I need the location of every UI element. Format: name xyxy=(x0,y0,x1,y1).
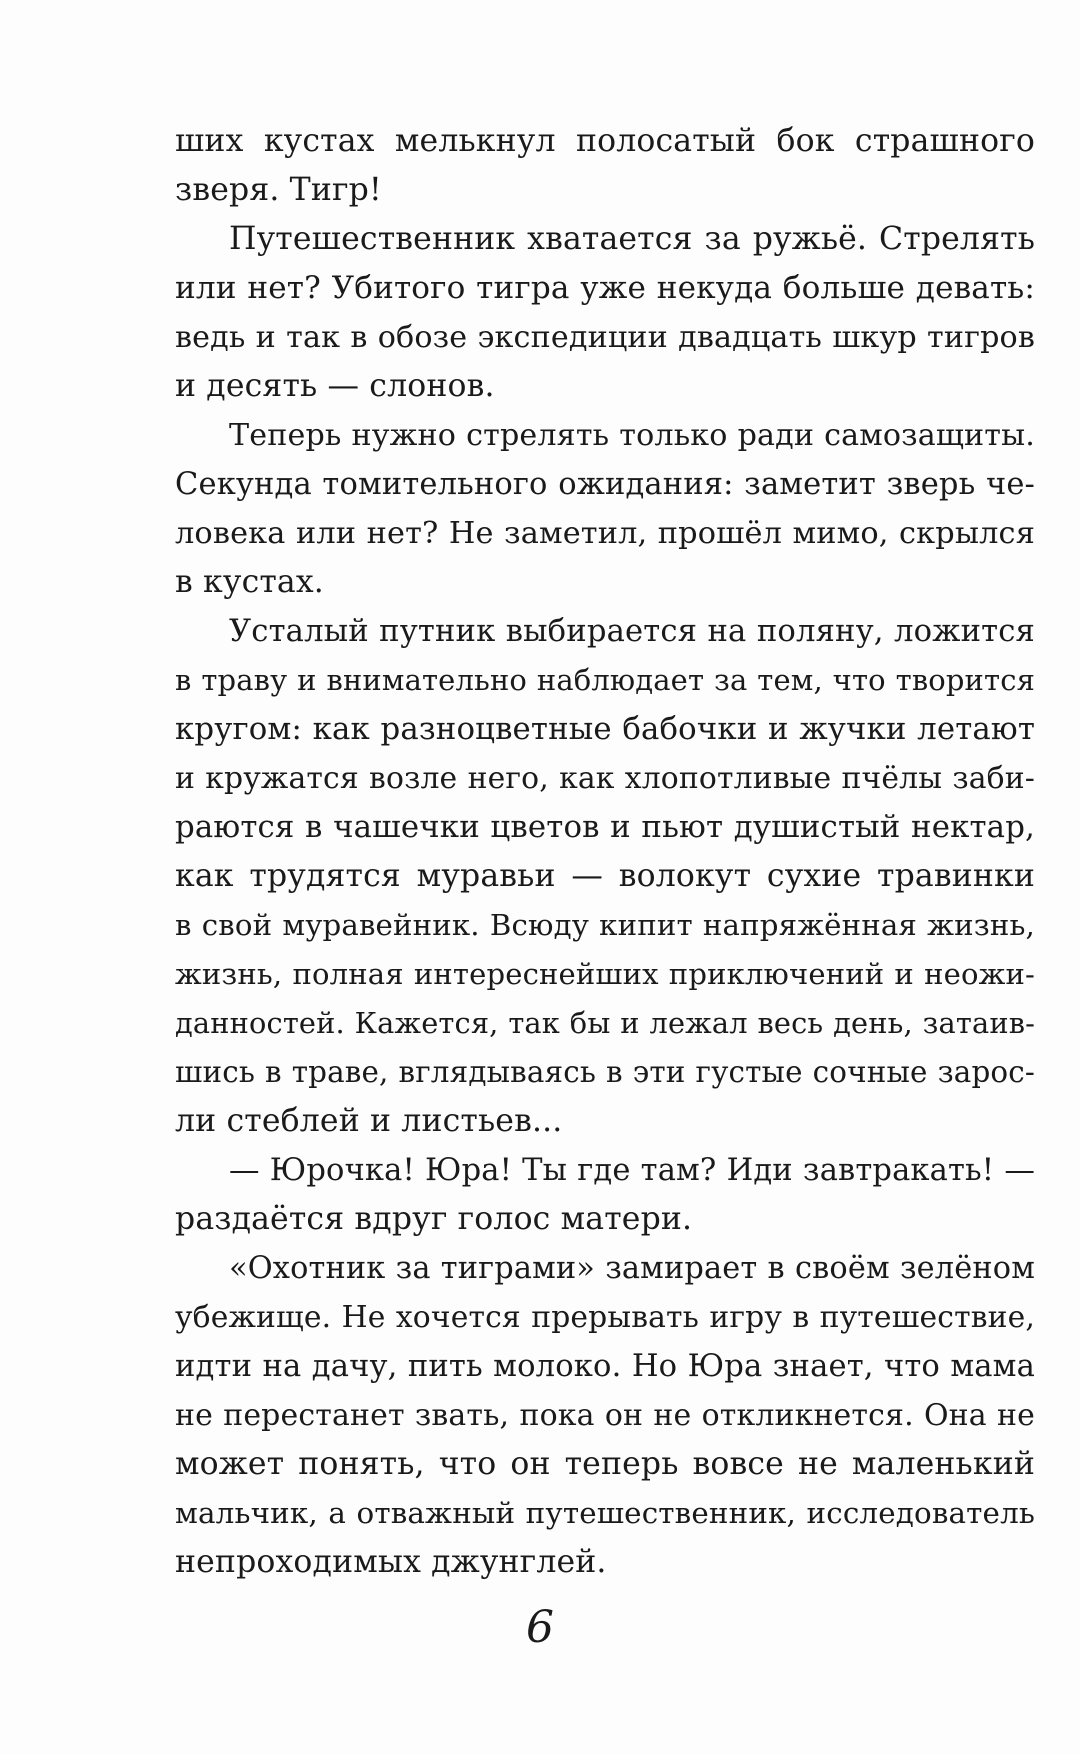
text-line: ли стеблей и листьев... xyxy=(175,1103,563,1139)
text-line: не перестанет звать, пока он не откликнется. Она не xyxy=(175,1398,1035,1433)
text-line: кругом: как разноцветные бабочки и жучки летают xyxy=(175,711,1035,747)
page-number: 6 xyxy=(526,1602,554,1653)
text-line: раются в чашечки цветов и пьют душистый нектар, xyxy=(175,809,1035,845)
text-line: «Охотник за тиграми» замирает в своём зелёном xyxy=(229,1251,1035,1286)
text-line: Теперь нужно стрелять только ради самозащиты. xyxy=(229,418,1035,453)
text-line: ших кустах мелькнул полосатый бок страшного xyxy=(175,123,1035,159)
text-line: убежище. Не хочется прерывать игру в путешествие, xyxy=(175,1300,1035,1335)
text-line: как трудятся муравьи — волокут сухие травинки xyxy=(175,858,1035,894)
text-line: — Юрочка! Юра! Ты где там? Иди завтракать! — xyxy=(229,1153,1035,1188)
body-text xyxy=(175,117,1035,1587)
text-line: мальчик, а отважный путешественник, исследователь xyxy=(175,1496,1035,1530)
text-line: жизнь, полная интереснейших приключений и неожи- xyxy=(175,957,1035,991)
text-line: ведь и так в обозе экспедиции двадцать шкур тигров xyxy=(175,320,1035,355)
text-line: ловека или нет? Не заметил, прошёл мимо, скрылся xyxy=(175,516,1035,551)
text-line: Секунда томительного ожидания: заметит зверь че- xyxy=(175,467,1035,502)
text-line: и десять — слонов. xyxy=(175,368,495,404)
text-line: или нет? Убитого тигра уже некуда больше девать: xyxy=(175,270,1035,306)
text-line: в свой муравейник. Всюду кипит напряжённая жизнь, xyxy=(175,908,1035,942)
text-line: Путешественник хватается за ружьё. Стрелять xyxy=(229,221,1035,257)
text-line: в кустах. xyxy=(175,564,324,600)
text-line: непроходимых джунглей. xyxy=(175,1544,607,1580)
text-line: в траву и внимательно наблюдает за тем, что творится xyxy=(175,663,1035,697)
text-line: идти на дачу, пить молоко. Но Юра знает, что мама xyxy=(175,1349,1035,1384)
text-line: может понять, что он теперь вовсе не маленький xyxy=(175,1446,1035,1482)
text-line: зверя. Тигр! xyxy=(175,172,382,208)
text-line: и кружатся возле него, как хлопотливые пчёлы заби- xyxy=(175,761,1035,796)
text-line: Усталый путник выбирается на поляну, ложится xyxy=(229,614,1035,649)
text-line: раздаётся вдруг голос матери. xyxy=(175,1201,693,1237)
text-line: данностей. Кажется, так бы и лежал весь день, затаив- xyxy=(175,1006,1035,1040)
text-line: шись в траве, вглядываясь в эти густые сочные зарос- xyxy=(175,1055,1035,1089)
